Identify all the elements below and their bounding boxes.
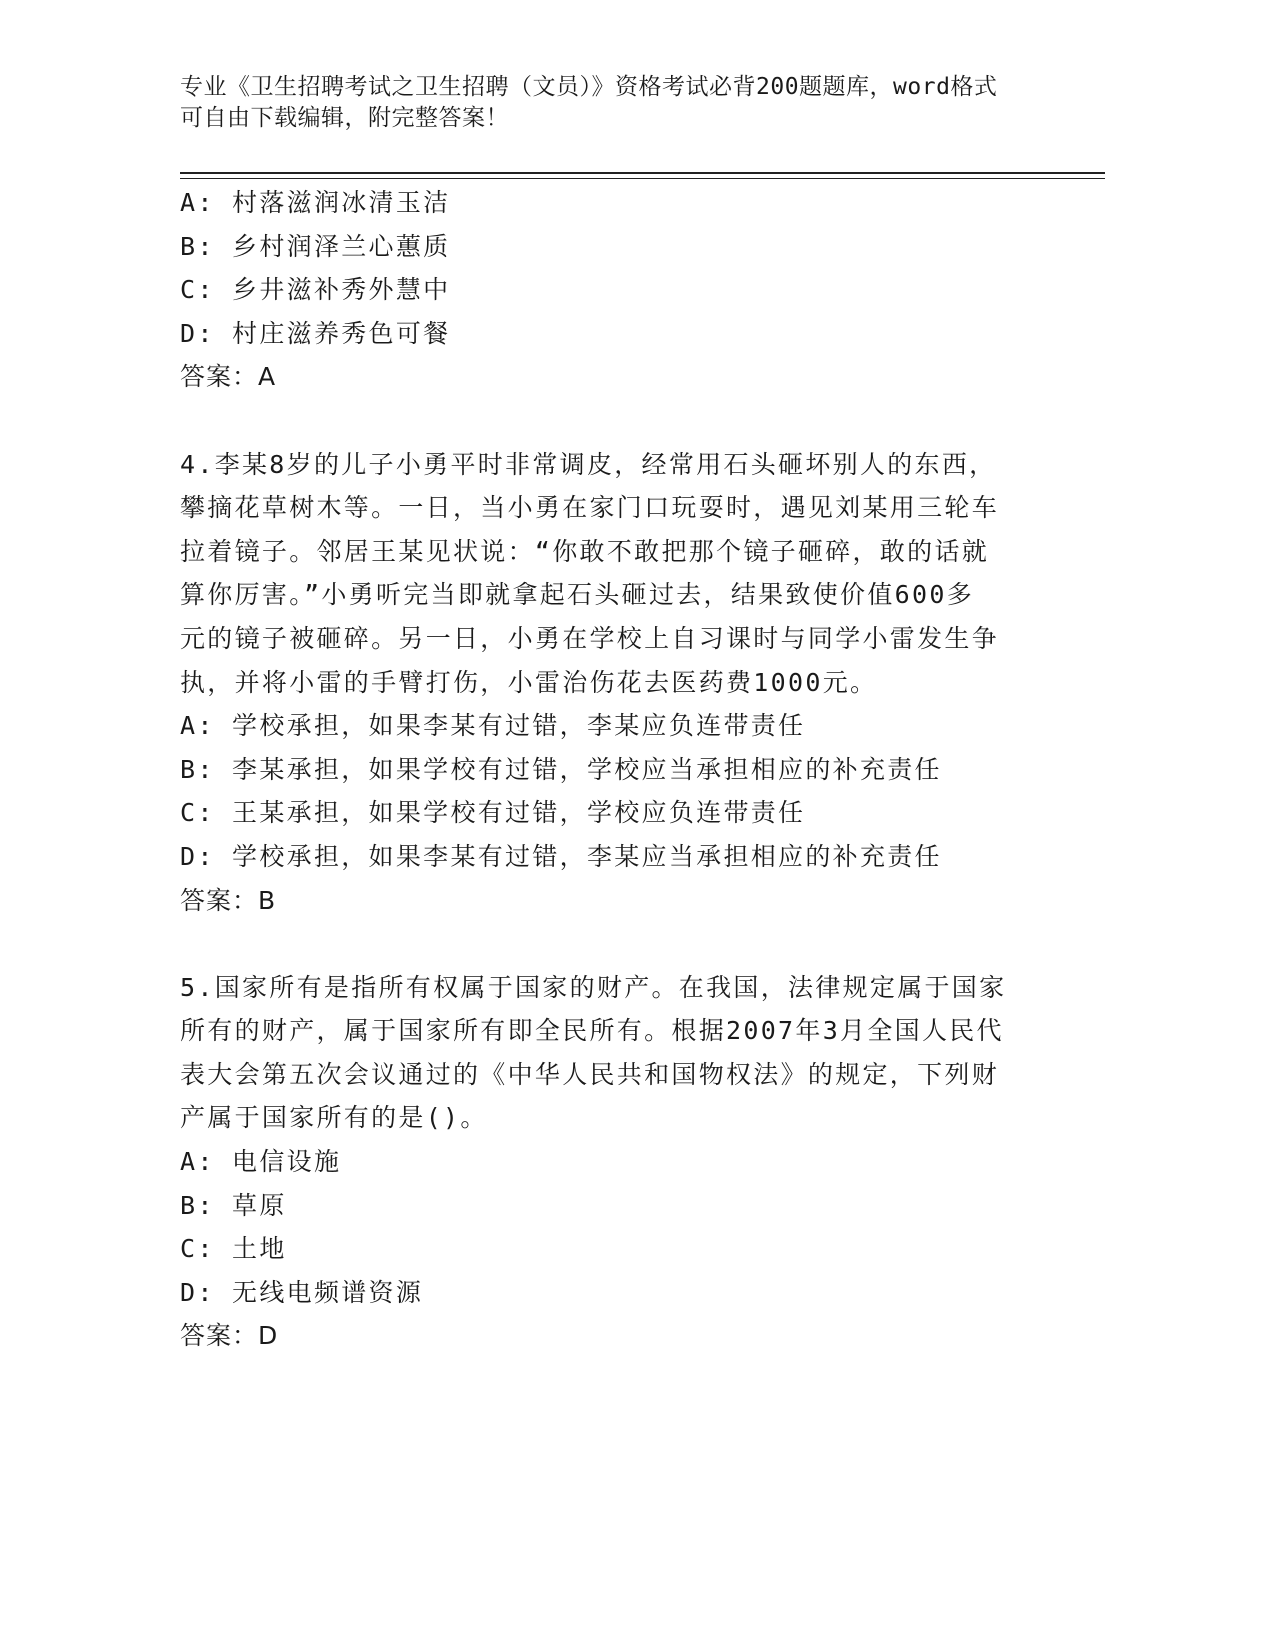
option-d: D: 学校承担，如果李某有过错，李某应当承担相应的补充责任 (180, 841, 942, 871)
document-header (180, 72, 1050, 134)
spacer (180, 399, 1060, 443)
question-content (180, 181, 1060, 1358)
question-stem-line: 元的镜子被砸碎。另一日，小勇在学校上自习课时与同学小雷发生争 (180, 623, 1000, 653)
question-stem-line: 拉着镜子。邻居王某见状说：“你敢不敢把那个镜子砸碎，敢的话就 (180, 536, 990, 566)
spacer (180, 922, 1060, 966)
answer-line: 答案：D (180, 1321, 279, 1351)
header-divider-thin (180, 178, 1105, 179)
option-a: A: 村落滋润冰清玉洁 (180, 188, 451, 217)
header-title-line-2: 可自由下载编辑，附完整答案！ (180, 105, 509, 131)
question-stem-line: 所有的财产，属于国家所有即全民所有。根据2007年3月全国人民代 (180, 1016, 1004, 1046)
question-stem-line: 表大会第五次会议通过的《中华人民共和国物权法》的规定，下列财 (180, 1059, 1000, 1089)
option-c: C: 土地 (180, 1234, 287, 1264)
question-5 (180, 966, 1060, 1358)
question-stem-line: 产属于国家所有的是()。 (180, 1103, 488, 1133)
question-stem-line: 4.李某8岁的儿子小勇平时非常调皮，经常用石头砸坏别人的东西， (180, 449, 997, 479)
option-a: A: 学校承担，如果李某有过错，李某应负连带责任 (180, 711, 806, 741)
question-stem-line: 执，并将小雷的手臂打伤，小雷治伤花去医药费1000元。 (180, 667, 878, 697)
question-stem-line: 5.国家所有是指所有权属于国家的财产。在我国，法律规定属于国家 (180, 972, 1007, 1002)
option-c: C: 乡井滋补秀外慧中 (180, 275, 451, 305)
option-d: D: 村庄滋养秀色可餐 (180, 318, 451, 348)
question-stem-line: 算你厉害。”小勇听完当即就拿起石头砸过去，结果致使价值600多 (180, 580, 975, 610)
option-c: C: 王某承担，如果学校有过错，学校应负连带责任 (180, 798, 806, 828)
question-stem-line: 攀摘花草树木等。一日，当小勇在家门口玩耍时，遇见刘某用三轮车 (180, 493, 1000, 523)
option-b: B: 李某承担，如果学校有过错，学校应当承担相应的补充责任 (180, 754, 942, 784)
option-a: A: 电信设施 (180, 1147, 342, 1177)
option-b: B: 乡村润泽兰心蕙质 (180, 231, 451, 261)
question-3 (180, 181, 1060, 399)
question-4 (180, 443, 1060, 923)
header-title-line-1: 专业《卫生招聘考试之卫生招聘（文员）》资格考试必背200题题库，word格式 (180, 74, 998, 100)
answer-line: 答案：A (180, 362, 277, 392)
option-d: D: 无线电频谱资源 (180, 1277, 424, 1307)
header-divider-thick (180, 172, 1105, 174)
answer-line: 答案：B (180, 885, 277, 915)
option-b: B: 草原 (180, 1190, 287, 1220)
